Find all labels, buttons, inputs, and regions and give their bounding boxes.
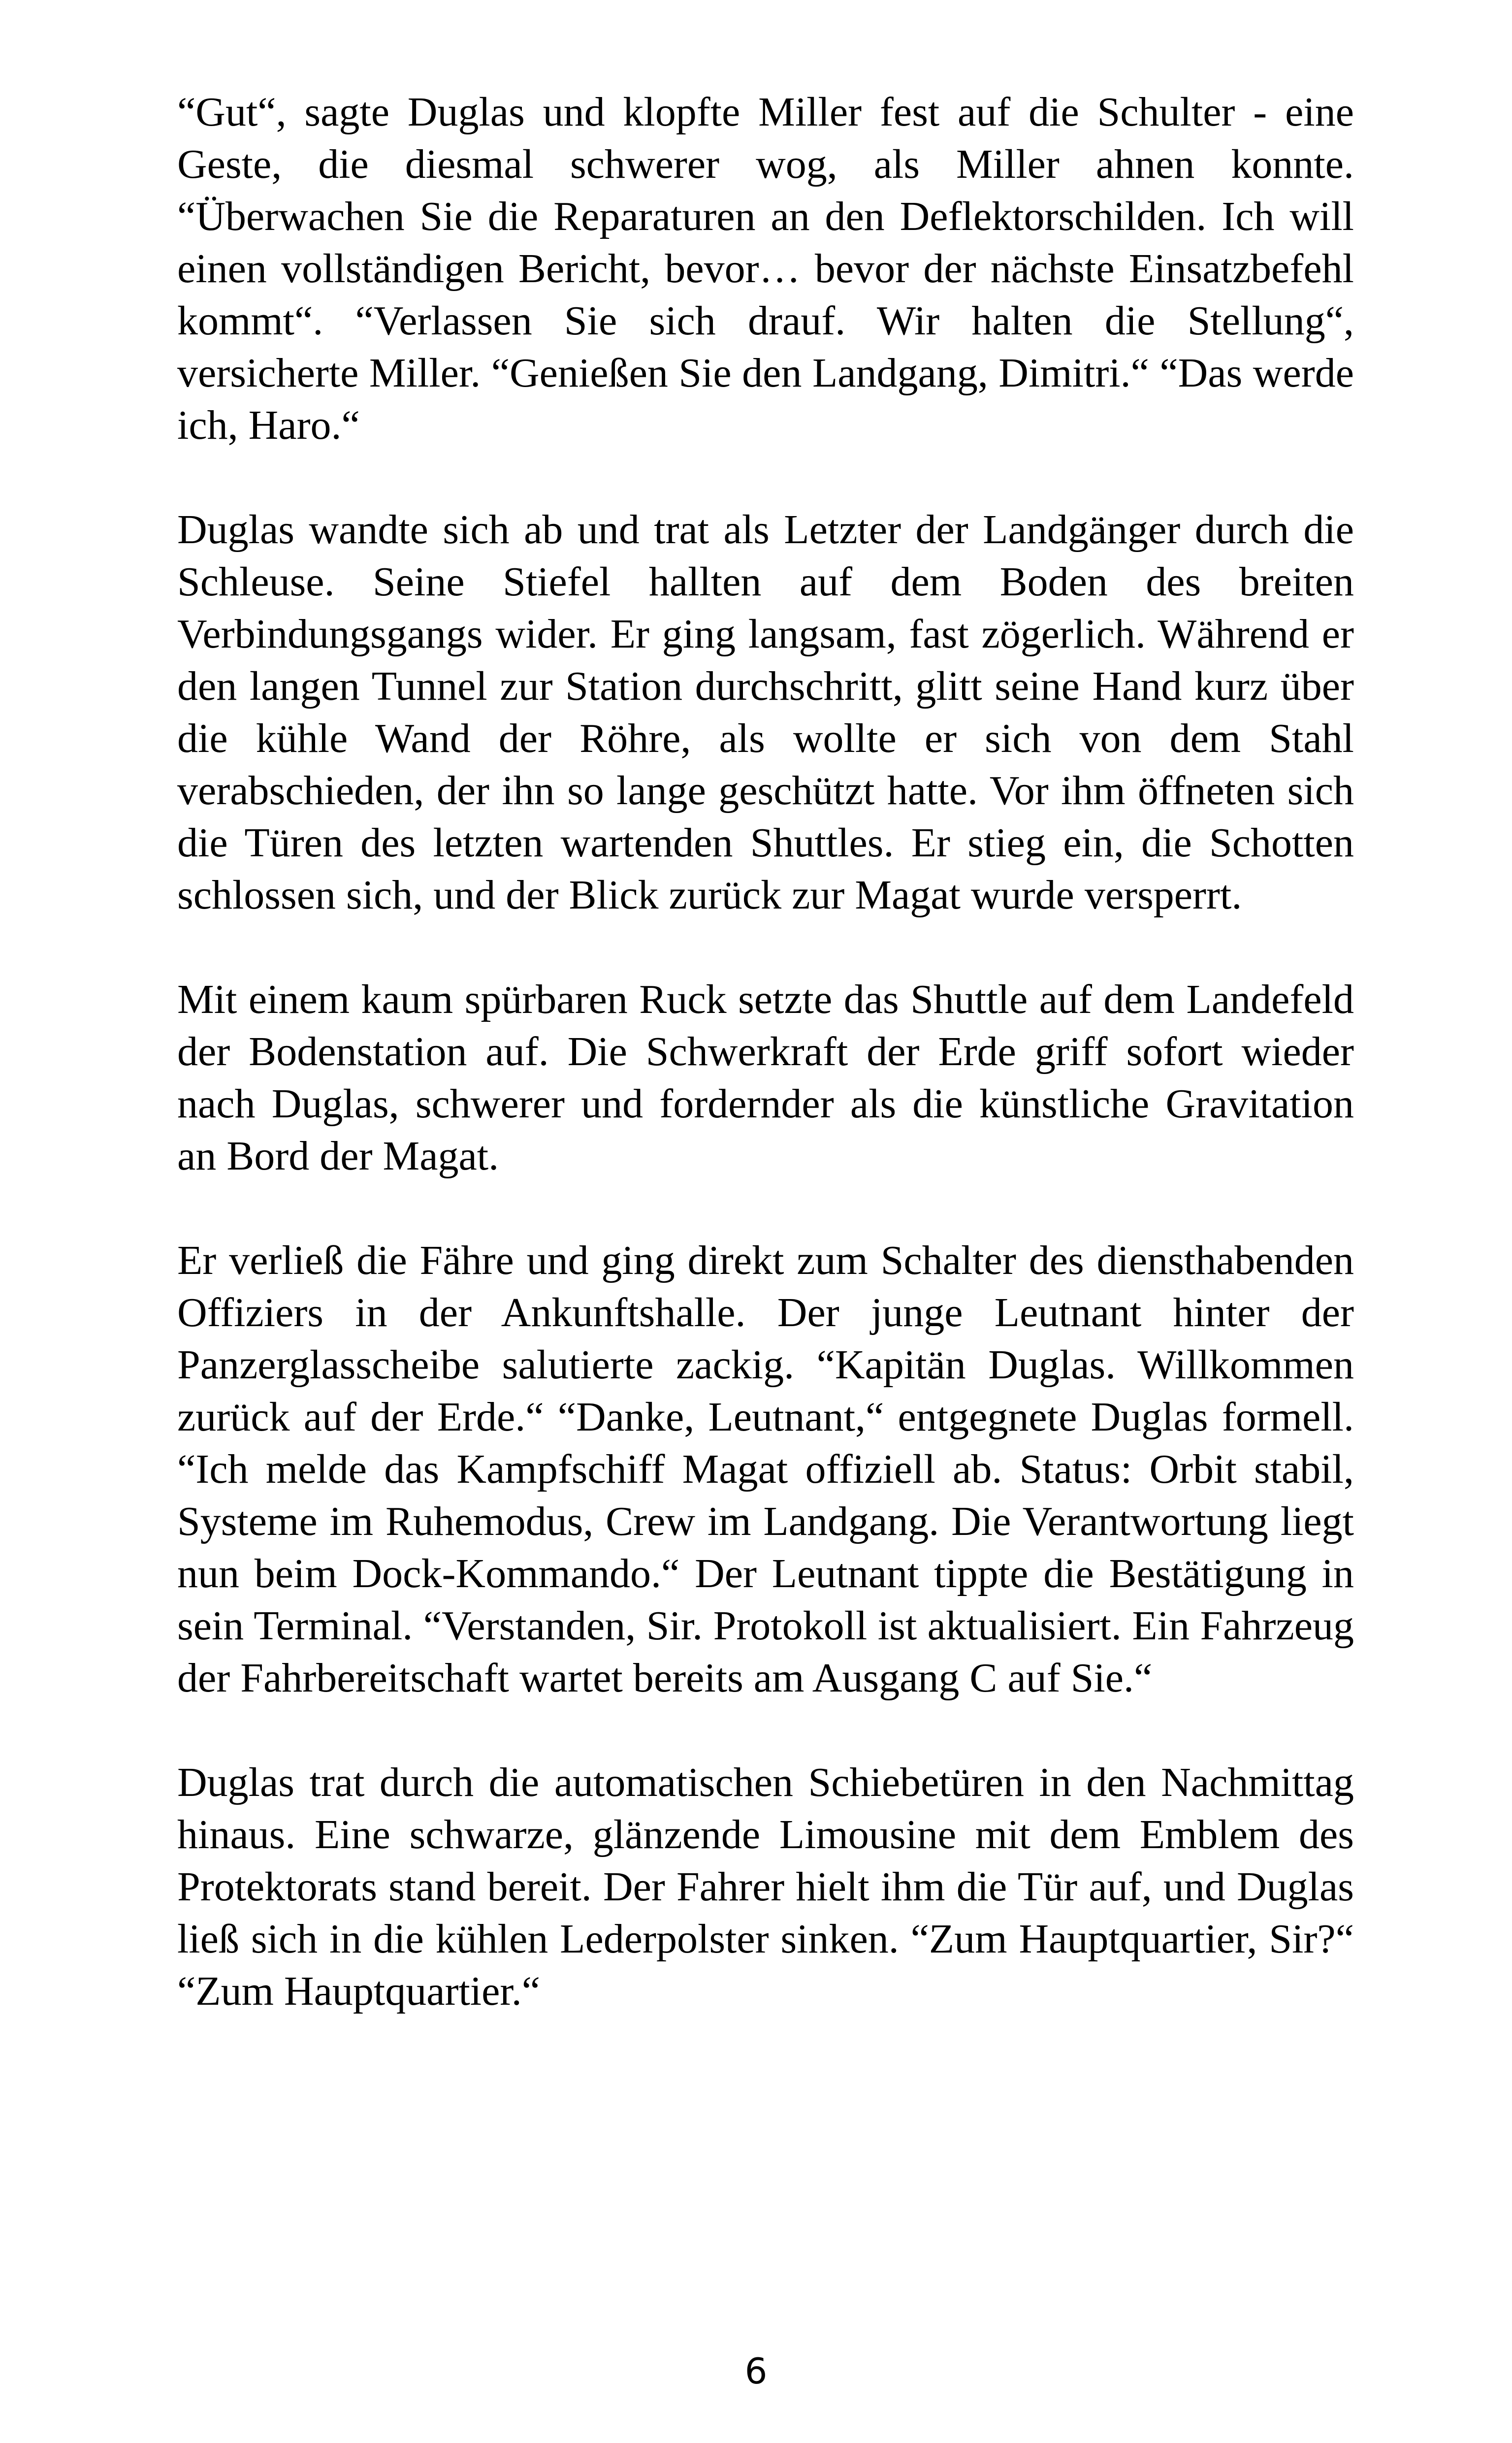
page-number: 6 [744,2350,768,2392]
paragraph-4: Er verließ die Fähre und ging direkt zum Schalter des diensthabenden Offiziers in der Ankunftshalle. Der junge Leutnant hinter der Panzerglasscheibe salutierte zackig. “Kapitän Duglas. Willkommen zurück auf der Erde.“ “Danke, Leutnant,“ entgegnete Duglas formell. “Ich melde das Kampfschiff Magat offiziell ab. Status: Orbit stabil, Systeme im Ruhemodus, Crew im Landgang. Die Verantwortung liegt nun beim Dock-Kommando.“ Der Leutnant tippte die Bestätigung in sein Terminal. “Verstanden, Sir. Protokoll ist aktualisiert. Ein Fahrzeug der Fahrbereitschaft wartet bereits am Ausgang C auf Sie.“ [177,1238,1354,1701]
body-text [177,86,1354,2018]
paragraph-5: Duglas trat durch die automatischen Schiebetüren in den Nachmittag hinaus. Eine schwarze, glänzende Limousine mit dem Emblem des Protektorats stand bereit. Der Fahrer hielt ihm die Tür auf, und Duglas ließ sich in die kühlen Lederpolster sinken. “Zum Hauptquartier, Sir?“ “Zum Hauptquartier.“ [177,1759,1354,2014]
paragraph-2: Duglas wandte sich ab und trat als Letzter der Landgänger durch die Schleuse. Seine Stiefel hallten auf dem Boden des breiten Verbindungsgangs wider. Er ging langsam, fast zögerlich. Während er den langen Tunnel zur Station durchschritt, glitt seine Hand kurz über die kühle Wand der Röhre, als wollte er sich von dem Stahl verabschieden, der ihn so lange geschützt hatte. Vor ihm öffneten sich die Türen des letzten wartenden Shuttles. Er stieg ein, die Schotten schlossen sich, und der Blick zurück zur Magat wurde versperrt. [177,507,1354,918]
paragraph-3: Mit einem kaum spürbaren Ruck setzte das Shuttle auf dem Landefeld der Bodenstation auf. Die Schwerkraft der Erde griff sofort wieder nach Duglas, schwerer und fordernder als die künstliche Gravitation an Bord der Magat. [177,977,1354,1179]
paragraph-1: “Gut“, sagte Duglas und klopfte Miller fest auf die Schulter - eine Geste, die diesmal schwerer wog, als Miller ahnen konnte. “Überwachen Sie die Reparaturen an den Deflektorschilden. Ich will einen vollständigen Bericht, bevor… bevor der nächste Einsatzbefehl kommt“. “Verlassen Sie sich drauf. Wir halten die Stellung“, versicherte Miller. “Genießen Sie den Landgang, Dimitri.“ “Das werde ich, Haro.“ [177,89,1354,448]
